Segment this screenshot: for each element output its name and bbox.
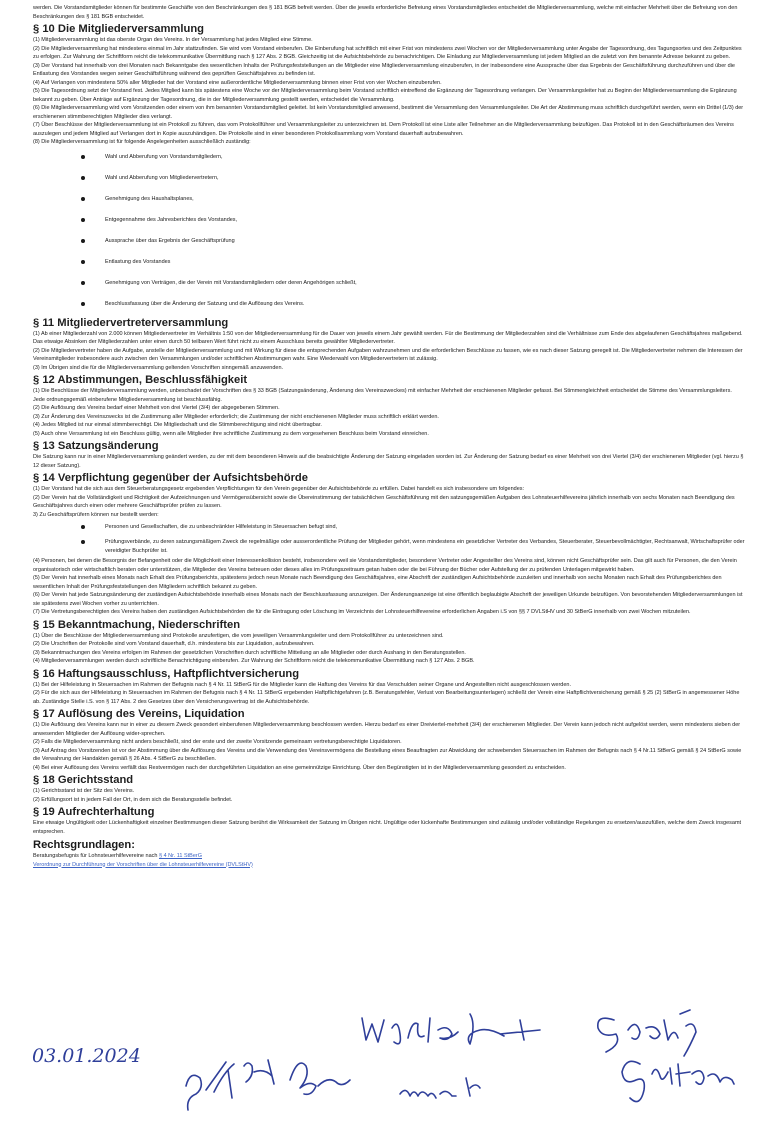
list-item <box>81 535 745 557</box>
bullet-dot-icon <box>81 260 85 264</box>
section-14-para-7: (7) Die Vertretungsberechtigten des Vereins haben den zuständigen Aufsichtsbehörden die für die Eintragung oder Löschung im Verzeichnis der Lohnsteuerhilfevereine erforderlichen Angaben i.S von §§ 7 DVLStHV und 30 StBerG innerhalb von zwei Wochen mitzuteilen. <box>33 609 691 615</box>
bullet-dot-icon <box>81 525 85 529</box>
bullet-dot-icon <box>81 239 85 243</box>
section-17-para-2: (2) Falls die Mitgliederversammlung nicht anders beschließt, sind der erste und der zweite Vorsitzende gemeinsam vertretungsberechtigte Liquidatoren. <box>33 739 402 745</box>
section-10-title: § 10 Die Mitgliederversammlung <box>33 23 204 35</box>
section-14-para-1: (1) Der Vorstand hat die sich aus dem Steuerberatungsgesetz ergebenden Verpflichtungen für den Verein gegenüber der Aufsichtsbehörde zu erfüllen. Dabei handelt es sich insbesondere um folgendes: <box>33 486 525 492</box>
section-16-title: § 16 Haftungsausschluss, Haftpflichtversicherung <box>33 667 300 680</box>
bullet-text: Wahl und Abberufung von Mitgliedervertretern, <box>105 174 219 181</box>
section-15-para-3: (3) Bekanntmachungen des Vereins erfolgen im Rahmen der gesetzlichen Vorschriften durch schriftliche Mitteilung an alle Mitglieder oder durch Aushang in den Beratungsstellen. <box>33 649 466 656</box>
section-18-title: § 18 Gerichtsstand <box>33 774 134 786</box>
bullet-dot-icon <box>81 281 85 285</box>
signature-area <box>0 1000 768 1122</box>
bullet-dot-icon <box>81 302 85 306</box>
bullet-dot-icon <box>81 218 85 222</box>
signature-date: 03.01.2024 <box>32 1045 141 1067</box>
section-13 <box>33 440 745 470</box>
legal-basis-prefix: Beratungsbefugnis für Lohnsteuerhilfevereine nach <box>33 853 159 859</box>
section-10-bullet-list <box>33 147 745 315</box>
signature-2 <box>598 1010 696 1056</box>
section-12 <box>33 374 745 438</box>
section-12-para-5: (5) Auch ohne Versammlung ist ein Beschluss gültig, wenn alle Mitglieder ihre schriftliche Zustimmung zu dem vorgesehenen Beschluss beim Vorstand einreichen. <box>33 430 429 437</box>
section-11 <box>33 317 745 373</box>
stberg-link[interactable]: § 4 Nr. 11 StBerG <box>158 853 202 859</box>
section-19 <box>33 806 745 836</box>
section-14-para-4: (4) Personen, bei denen die Besorgnis der Befangenheit oder die Möglichkeit einer Interessenkollision besteht, insbesondere weil sie Vorstandsmitglieder, besonderer Vertreter oder Angestellter des Vereins sind, können nicht Geschäftsprüfer sein. Das gilt auch für Personen, die den Verein organisatorisch oder wirtschaftlich beraten oder unterstützen, die Mitglieder des Vereins betreuen oder dieses alles im Prüfungszeitraum getan haben oder die bei Führung der Bücher oder Aufstellung der zu prüfenden Unterlagen mitgewirkt haben. <box>33 558 737 573</box>
section-10-para-3: (3) Der Vorstand hat innerhalb von drei Monaten nach Bekanntgabe des wesentlichen Inhalts der Prüfungsfeststellungen an die Mitglieder eine Mitgliederversammlung einzuberufen, in der insbesondere eine Aussprache über das Ergebnis der Geschäftsführung durchzuführen und über die Entlastung des Vorstandes wegen seiner Geschäftsführung während des geprüften Geschäftsjahres zu befinden ist. <box>33 62 735 77</box>
section-14-para-2: (2) Der Verein hat die Vollständigkeit und Richtigkeit der Aufzeichnungen und Vermögensübersicht sowie die Übereinstimmung der tatsächlichen Geschäftsführung mit den satzungsgemäßen Aufgaben des Lohnsteuerhilfevereins jährlich innerhalb von sechs Monaten nach Beendigung des Geschäftsjahres durch einen oder mehrere Geschäftsprüfer prüfen zu lassen. <box>33 494 735 509</box>
signature-1 <box>362 1014 540 1044</box>
section-19-para-1: Eine etwaige Ungültigkeit oder Lückenhaftigkeit einzelner Bestimmungen dieser Satzung berührt die Wirksamkeit der Satzung im Übrigen nicht. Ungültige oder lückenhafte Bestimmungen sind zulässig und/oder vollständige Regelungen zu ersetzen/auszufüllen, welche dem Zweck insgesamt entsprechen. <box>33 820 742 835</box>
section-16-para-2: (2) Für die sich aus der Hilfeleistung in Steuersachen im Rahmen der Befugnis nach § 4 Nr. 11 StBerG ergebenden Haftpflichtgefahren (z.B. Beratungsfehler, Verlust von Bearbeitungsunterlagen) schließt der Verein eine Haftpflichtversicherung gemäß § 25 (2) StBerG in angemessener Höhe ab. Zuständige Stelle i.S. von § 117 Abs. 2 des Gesetzes über den Versicherungsvertrag ist die Aufsichtsbehörde. <box>33 690 740 705</box>
bullet-dot-icon <box>81 197 85 201</box>
section-10 <box>33 23 745 315</box>
legal-basis-line-1 <box>33 852 745 861</box>
bullet-text: Prüfungsverbände, zu deren satzungsmäßigem Zweck die regelmäßige oder ausserordentliche Prüfung der Mitglieder gehört, wenn mindestens ein gesetzlicher Vertreter des Verbandes, Steuerberater, Steuerbevollmächtigter, Rechtsanwalt, Wirtschaftsprüfer oder vereidigter Buchprüfer ist. <box>105 539 745 554</box>
list-item <box>81 210 745 231</box>
section-11-para-2: (2) Die Mitgliedervertreter haben die Aufgabe, anstelle der Mitgliederversammlung und mit Wirkung für diese die entsprechenden Aufgaben wahrzunehmen und die erforderlichen Beschlüsse zu fassen, wie es nach dieser Satzung geregelt ist. Die Mitgliedervertreter nehmen die Interessen der Vereinsmitglieder insbesondere auch zwischen den Versammlungen und/oder schriftlichen Abstimmungen wahr. Eine Wiederwahl von Mitgliedervertretern ist zulässig. <box>33 347 743 362</box>
section-10-para-4: (4) Auf Verlangen von mindestens 50% aller Mitglieder hat der Vorstand eine außerordentliche Mitgliederversammlung binnen einer Frist von vier Wochen einzuberufen. <box>33 79 442 86</box>
list-item <box>81 252 745 273</box>
section-10-para-5: (5) Die Tagesordnung setzt der Vorstand fest. Jedes Mitglied kann bis spätestens eine Woche vor der Mitgliederversammlung beim Vorstand schriftlich eintreffend die Ergänzung der Tagesordnung verlangen. Der Versammlungsleiter hat zu Beginn der Mitgliederversammlung die Ergänzung bekannt zu geben. Über Anträge auf Ergänzung der Tagesordnung, die in der Mitgliederversammlung gestellt werden, entscheidet die Versammlung. <box>33 88 737 103</box>
section-17 <box>33 708 745 772</box>
section-13-title: § 13 Satzungsänderung <box>33 440 159 452</box>
section-15-para-1: (1) Über die Beschlüsse der Mitgliederversammlung sind Protokolle anzufertigen, die vom jeweiligen Versammlungsleiter und dem Protokollführer zu unterzeichnen sind. <box>33 632 444 639</box>
section-16-para-1: (1) Bei der Hilfeleistung in Steuersachen im Rahmen der Befugnis nach § 4 Nr. 11 StBerG für die Mitglieder kann die Haftung des Vereins für das Verschulden seiner Organe und Angestellten nicht ausgeschlossen werden. <box>33 681 571 688</box>
section-10-para-2: (2) Die Mitgliederversammlung hat mindestens einmal im Jahr stattzufinden. Sie wird vom Vorstand einberufen. Die Einberufung hat schriftlich mit einer Frist von mindestens zwei Wochen vor der Mitgliederversammlung unter Angabe der Tagesordnung, des Tagungsortes und des Zeitpunktes zu erfolgen. Zur Wahrung der Schriftform reicht die telekommunikative Übermittlung nach § 127 Abs. 2 BGB. Gleichzeitig ist die Aufsichtsbehörde zu benachrichtigen. Die Einladung zur Mitgliederversammlung ist jedem Mitglied an die zuletzt von ihm benannte Adresse bekannt zu geben. <box>33 45 742 60</box>
section-10-para-8: (8) Die Mitgliederversammlung ist für folgende Angelegenheiten ausschließlich zuständig: <box>33 139 251 145</box>
section-12-title: § 12 Abstimmungen, Beschlussfähigkeit <box>33 374 248 386</box>
list-item <box>81 519 745 535</box>
legal-basis-line-2 <box>33 861 745 870</box>
section-12-para-2: (2) Die Auflösung des Vereins bedarf einer Mehrheit von drei Viertel (3/4) der abgegebenen Stimmen. <box>33 405 280 411</box>
section-11-title: § 11 Mitgliedervertreterversammlung <box>33 316 229 329</box>
bullet-dot-icon <box>81 155 85 159</box>
dvlsthv-link[interactable]: Verordnung zur Durchführung der Vorschriften über die Lohnsteuerhilfevereine (DVLStHV) <box>33 861 253 868</box>
list-item <box>81 147 745 168</box>
section-11-para-1: (1) Ab einer Mitgliederzahl von 2.000 können Mitgliedervertreter im Verhältnis 1:50 von der Mitgliederversammlung für die Dauer von jeweils einem Jahr gewählt werden. Für die Bestimmung der Mitgliederzahlen sind die Verhältnisse zum Ende des abgelaufenen Geschäftsjahres maßgebend. Das etwaige Absinken der Mitgliederzahlen unter einen durch 50 teilbaren Wert führt nicht zu einem Ausschluss bereits gewählter Mitgliedervertreter. <box>33 330 743 345</box>
section-17-para-4: (4) Bei einer Auflösung des Vereins verfällt das Restvermögen nach der durchgeführten Liquidation an eine gemeinnützige Einrichtung. Über den Begünstigten ist in der Mitgliederversammlung gesondert zu entscheiden. <box>33 764 566 771</box>
bullet-text: Wahl und Abberufung von Vorstandsmitgliedern, <box>105 153 223 160</box>
section-14-para-3: 3) Zu Geschäftsprüfern können nur bestellt werden: <box>33 511 159 518</box>
bullet-text: Aussprache über das Ergebnis der Geschäftsprüfung <box>105 237 235 244</box>
signature-4 <box>186 1060 274 1110</box>
section-14-bullet-list <box>33 519 745 557</box>
section-10-para-1: (1) Mitgliederversammlung ist das oberste Organ des Vereins. In der Versammlung hat jedes Mitglied eine Stimme. <box>33 37 313 43</box>
document-page <box>33 4 745 869</box>
section-12-para-3: (3) Zur Änderung des Vereinszwecks ist die Zustimmung aller Mitglieder erforderlich; die Zustimmung der nicht erschienenen Mitglieder muss schriftlich erklärt werden. <box>33 413 439 420</box>
section-15-para-4: (4) Mitgliederversammlungen werden durch schriftliche Benachrichtigung einberufen. Zur Wahrung der Schriftform reicht die telekommunikative Übermittlung nach § 127 Abs. 2 BGB. <box>33 658 475 664</box>
list-item <box>81 189 745 210</box>
section-10-para-7: (7) Über Beschlüsse der Mitgliederversammlung ist ein Protokoll zu führen, das vom Protokollführer und Versammlungsleiter zu unterzeichnen ist. Dem Protokoll ist eine Liste aller Teilnehmer an die Mitgliederversammlung beizufügen. Das Protokoll ist in den Geschäftsräumen des Vereins auszulegen und jedem Mitglied auf Verlangen dort in Kopie auszuhändigen. Die Protokolle sind in einer besonderen Protokollsammlung vom Vorstand dauerhaft aufzubewahren. <box>33 122 734 137</box>
section-13-para-1: Die Satzung kann nur in einer Mitgliederversammlung geändert werden, zu der mit dem besonderen Hinweis auf die beabsichtigte Änderung der Satzung eingeladen worden ist. Zur Änderung der Satzung bedarf es einer Mehrheit von drei Viertel (3/4) der erschienenen Mitglieder (vgl. hierzu § 12 dieser Satzung). <box>33 454 744 469</box>
section-14-title: § 14 Verpflichtung gegenüber der Aufsichtsbehörde <box>33 472 308 484</box>
section-14 <box>33 472 745 617</box>
section-14-para-5: (5) Der Verein hat innerhalb eines Monats nach Erhalt des Prüfungsberichts, spätestens jedoch neun Monate nach Beendigung des Geschäftsjahres, eine Abschrift der zuständigen Aufsichtsbehörde zuzuleiten und innerhalb von sechs Monaten nach Erhalt des Prüfungsberichtes den wesentlichen Inhalt der Prüfungsfeststellungen den Mitgliedern schriftlich bekannt zu geben. <box>33 575 722 590</box>
bullet-text: Beschlussfassung über die Änderung der Satzung und die Auflösung des Vereins. <box>105 300 305 307</box>
section-17-title: § 17 Auflösung des Vereins, Liquidation <box>33 708 245 720</box>
signature-5 <box>290 1063 350 1094</box>
section-12-para-4: (4) Jedes Mitglied ist nur einmal stimmberechtigt. Die Mitgliedschaft und die Stimmberechtigung sind nicht übertragbar. <box>33 422 322 428</box>
intro-paragraph: werden. Die Vorstandsmitglieder können für bestimmte Geschäfte von den Beschränkungen des § 181 BGB befreit werden. Über die jeweils erforderliche Befreiung eines Vorstandsmitgliedes entscheidet die Mitgliederversammlung, welche mit einfacher Mehrheit über die Befreiung von den Beschränkungen des § 181 BGB entscheidet. <box>33 5 738 20</box>
section-18 <box>33 774 745 804</box>
list-item <box>81 168 745 189</box>
list-item <box>81 273 745 294</box>
section-17-para-1: (1) Die Auflösung des Vereins kann nur in einer zu diesem Zweck gesondert einberufenen Mitgliederversammlung beschlossen werden. Hierzu bedarf es einer Dreiviertel-mehrheit (3/4) der erschienenen Mitglieder. Der Verein kann jedoch nicht aufgelöst werden, wenn mindestens sieben der anwesenden Mitglieder der Auflösung wider-sprechen. <box>33 722 741 737</box>
section-11-para-3: (3) Im Übrigen sind die für die Mitgliederversammlung geltenden Vorschriften sinngemäß anzuwenden. <box>33 364 284 371</box>
section-10-para-6: (6) Die Mitgliederversammlung wird vom Vorsitzenden oder einem von ihm benannten Vorstandsmitglied geleitet. Ist kein Vorstandsmitglied anwesend, bestimmt die Versammlung den Versammlungsleiter. Die Art der Abstimmung muss schriftlich durchgeführt werden, wenn ein Drittel (1/3) der erschienenen stimmberechtigten Mitglieder dies verlangt. <box>33 105 744 120</box>
list-item <box>81 231 745 252</box>
section-14-para-6: (6) Der Verein hat jede Satzungsänderung der zuständigen Aufsichtsbehörde innerhalb eines Monats nach der Beschlussfassung anzuzeigen. Der Änderungsanzeige ist eine öffentlich beglaubigte Abschrift der jeweiligen Urkunde beizufügen. Von bevorstehenden Mitgliederversammlungen ist sie spätestens zwei Wochen vorher zu unterrichten. <box>33 592 743 607</box>
list-item <box>81 294 745 315</box>
section-18-para-2: (2) Erfüllungsort ist in jedem Fall der Ort, in dem sich die Beratungsstelle befindet. <box>33 796 233 803</box>
legal-basis <box>33 839 745 869</box>
bullet-text: Entlastung des Vorstandes <box>105 258 171 265</box>
section-15-para-2: (2) Die Urschriften der Protokolle sind vom Vorstand dauerhaft, d.h. mindestens bis zur Liquidation, aufzubewahren. <box>33 641 315 647</box>
section-17-para-3: (3) Auf Antrag des Vorsitzenden ist vor der Abstimmung über die Auflösung des Vereins und die Verwendung des Vereinsvermögens die Bestellung eines Beauftragten zur Abwicklung der schwebenden Steuersachen im Rahmen der Befugnis nach § 4 Nr.11 StBerG gemäß § 24 StBerG sowie die Verwahrung der Handakten gemäß § 26 Abs. 4 StBerG zu beschließen. <box>33 747 742 762</box>
section-18-para-1: (1) Gerichtsstand ist der Sitz des Vereins. <box>33 788 135 794</box>
bullet-dot-icon <box>81 176 85 180</box>
signature-3 <box>622 1061 734 1101</box>
bullet-text: Genehmigung des Haushaltsplanes, <box>105 195 194 202</box>
section-15-title: § 15 Bekanntmachung, Niederschriften <box>33 618 241 631</box>
bullet-text: Genehmigung von Verträgen, die der Verein mit Vorstandsmitgliedern oder deren Angehörigen schließt, <box>105 279 357 286</box>
legal-basis-title: Rechtsgrundlagen: <box>33 839 135 851</box>
bullet-text: Personen und Gesellschaften, die zu unbeschränkter Hilfeleistung in Steuersachen befugt sind, <box>105 524 338 530</box>
section-12-para-1: (1) Die Beschlüsse der Mitgliederversammlung werden, unbeschadet der Vorschriften des § 33 BGB (Satzungsänderung, Änderung des Vereinszweckes) mit einfacher Mehrheit der erschienenen Mitglieder gefasst. Bei Stimmengleichheit entscheidet die Stimme des Versammlungsleiters. Jede ordnungsgemäß einberufene Mitgliederversammlung ist beschlussfähig. <box>33 388 732 403</box>
section-19-title: § 19 Aufrechterhaltung <box>33 806 155 818</box>
bullet-text: Entgegennahme des Jahresberichtes des Vorstandes, <box>105 216 238 223</box>
section-16 <box>33 668 745 707</box>
signature-6 <box>400 1078 480 1098</box>
bullet-dot-icon <box>81 540 85 544</box>
section-15 <box>33 619 745 666</box>
